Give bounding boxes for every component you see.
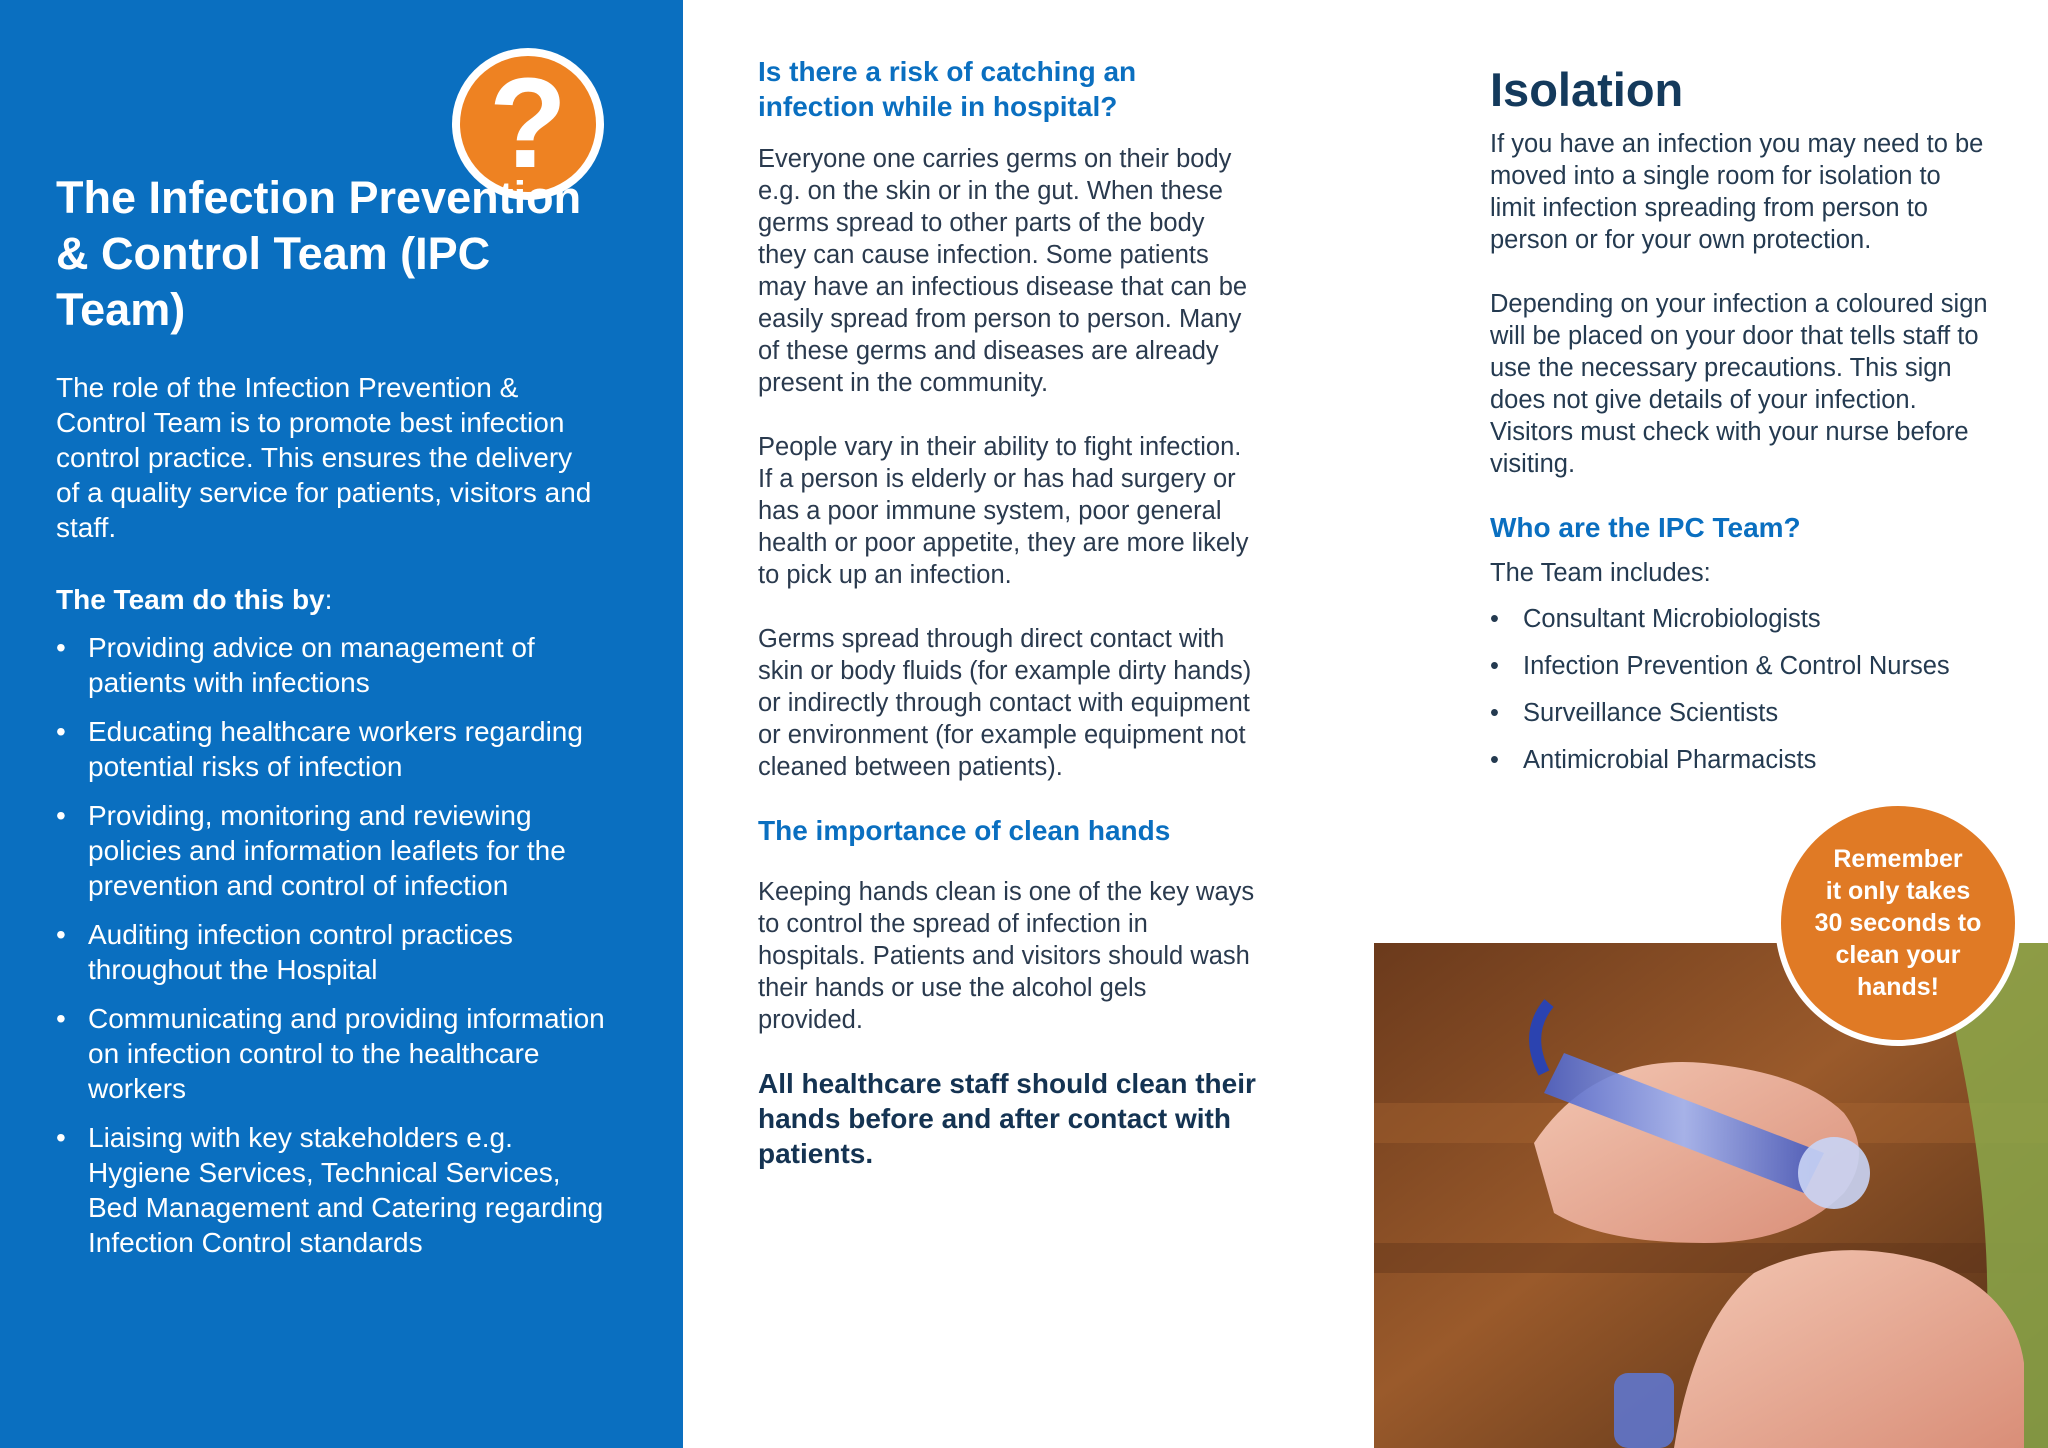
team-tasks-heading-bold: The Team do this by: [56, 584, 325, 615]
risk-paragraph-vulnerability: People vary in their ability to fight infection. If a person is elderly or has had surgery or has a poor immune system, poor general health or poor appetite, they are more likely to pick up an infection.: [758, 433, 1249, 589]
list-item: • Liaising with key stakeholders e.g. Hygiene Services, Technical Services, Bed Management and Catering regarding Infection Control standards: [56, 1120, 616, 1260]
reminder-badge: [1775, 800, 2021, 1046]
list-item: • Auditing infection control practices throughout the Hospital: [56, 917, 616, 987]
team-tasks-list: [56, 630, 616, 1274]
isolation-title: Isolation: [1490, 63, 1684, 116]
reminder-badge-circle: [1781, 806, 2015, 1040]
risk-heading: Is there a risk of catching an infection while in hospital?: [758, 56, 1137, 122]
team-tasks-heading-colon: :: [324, 584, 333, 615]
team-members-list: [1490, 603, 1990, 776]
ipc-team-members-heading: Who are the IPC Team?: [1490, 512, 1801, 543]
list-item: • Antimicrobial Pharmacists: [1490, 744, 1990, 776]
list-item: • Providing, monitoring and reviewing policies and information leaflets for the prevention and control of infection: [56, 798, 616, 903]
left-panel: [0, 0, 683, 1448]
team-tasks-heading: [56, 582, 332, 618]
list-item: • Consultant Microbiologists: [1490, 603, 1990, 635]
staff-hand-hygiene-statement: All healthcare staff should clean their hands before and after contact with patients.: [758, 1068, 1256, 1169]
middle-column: [758, 54, 1258, 1171]
question-mark-icon: ?: [460, 56, 596, 192]
list-item: • Providing advice on management of patients with infections: [56, 630, 616, 700]
clean-hands-heading: The importance of clean hands: [758, 815, 1171, 846]
isolation-paragraph-room: If you have an infection you may need to be moved into a single room for isolation to limit infection spreading from person to person or for your own protection.: [1490, 130, 1984, 254]
list-item: • Surveillance Scientists: [1490, 697, 1990, 729]
risk-paragraph-spread: Germs spread through direct contact with skin or body fluids (for example dirty hands) or indirectly through contact with equipment or environment (for example equipment not cleaned between patients).: [758, 625, 1252, 781]
list-item: • Communicating and providing information on infection control to the healthcare workers: [56, 1001, 616, 1106]
clean-hands-paragraph: Keeping hands clean is one of the key ways to control the spread of infection in hospitals. Patients and visitors should wash their hands or use the alcohol gels provided.: [758, 878, 1255, 1034]
ipc-team-title: The Infection Prevention & Control Team (IPC Team): [56, 172, 582, 335]
ipc-team-intro: The role of the Infection Prevention & Control Team is to promote best infection control practice. This ensures the delivery of a quality service for patients, visitors and staff.: [56, 372, 592, 543]
risk-paragraph-germs: Everyone one carries germs on their body e.g. on the skin or in the gut. When these germs spread to other parts of the body they can cause infection. Some patients may have an infectious disease that can be easily spread from person to person. Many of these germs and diseases are already present in the community.: [758, 145, 1248, 397]
list-item: • Educating healthcare workers regarding potential risks of infection: [56, 714, 616, 784]
right-column: [1490, 62, 1990, 791]
isolation-paragraph-sign: Depending on your infection a coloured sign will be placed on your door that tells staff to use the necessary precautions. This sign does not give details of your infection. Visitors must check with your nurse before visiting.: [1490, 290, 1988, 478]
reminder-text: Remember it only takes 30 seconds to clean your hands!: [1814, 845, 1982, 1001]
list-item: • Infection Prevention & Control Nurses: [1490, 650, 1990, 682]
team-includes-label: The Team includes:: [1490, 559, 1711, 587]
